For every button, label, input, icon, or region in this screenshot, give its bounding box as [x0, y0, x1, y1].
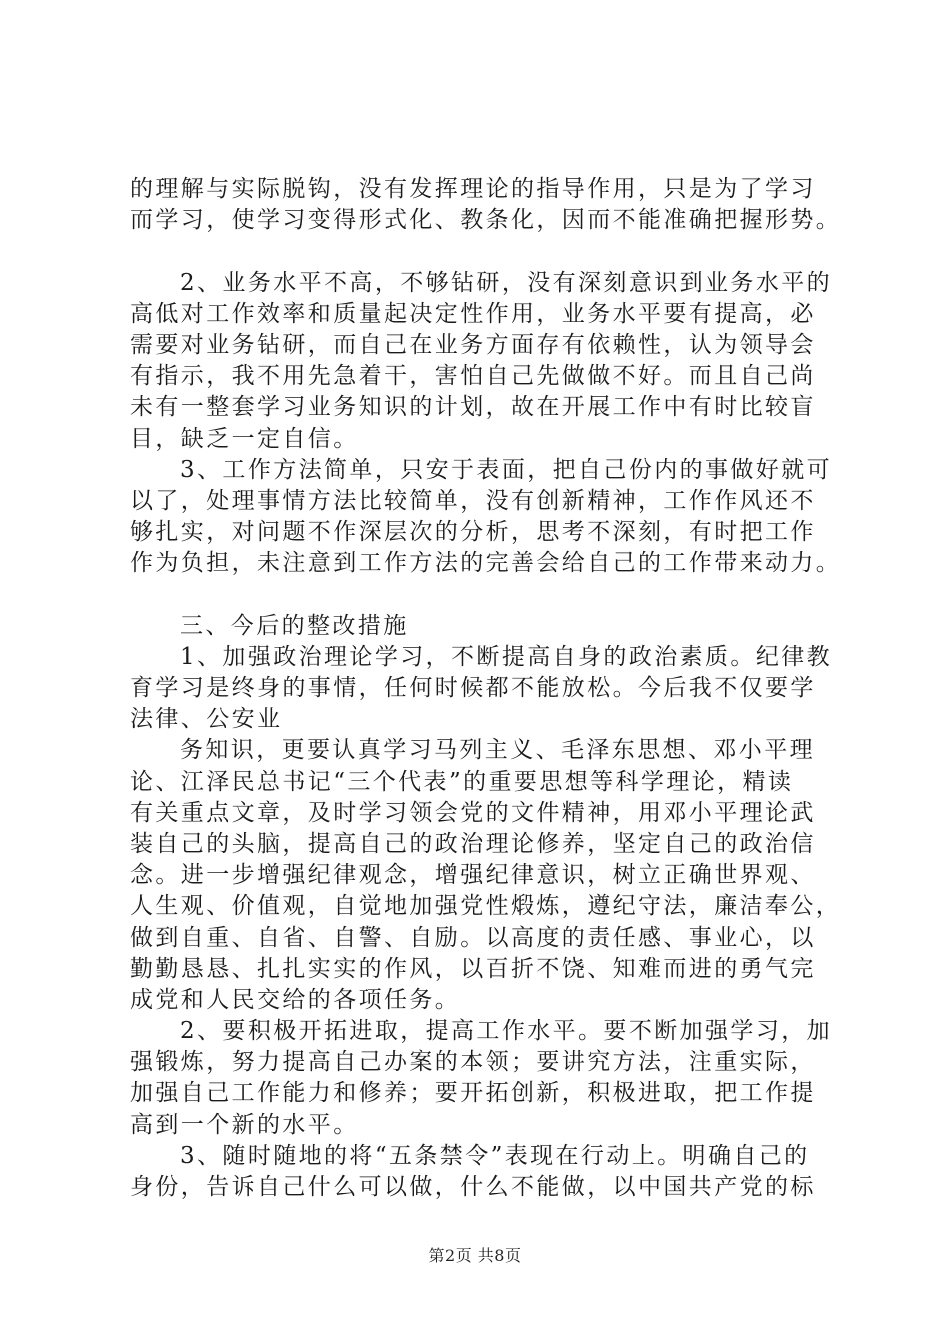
text-line: 务知识，更要认真学习马列主义、毛泽东思想、邓小平理 — [180, 737, 815, 764]
text-line: 法律、公安业 — [130, 706, 283, 733]
text-line: 有关重点文章，及时学习领会党的文件精神，用邓小平理论武 — [130, 799, 816, 826]
text-line: 2、要积极开拓进取，提高工作水平。要不断加强学习，加 — [180, 1018, 833, 1045]
text-line: 3、随时随地的将“五条禁令”表现在行动上。明确自己的 — [180, 1142, 810, 1169]
text-line: 目，缺乏一定自信。 — [130, 425, 359, 452]
text-line: 以了，处理事情方法比较简单，没有创新精神，工作作风还不 — [130, 487, 816, 514]
text-line: 高低对工作效率和质量起决定性作用，业务水平要有提高，必 — [130, 300, 816, 327]
document-body — [130, 174, 844, 1203]
paragraph-gap — [130, 236, 844, 267]
text-line: 作为负担，未注意到工作方法的完善会给自己的工作带来动力。 — [130, 550, 842, 577]
page-footer: 第2页 共8页 — [428, 1246, 522, 1265]
text-line: 需要对业务钻研，而自己在业务方面存有依赖性，认为领导会 — [130, 331, 816, 358]
text-line: 人生观、价值观，自觉地加强党性煅炼，遵纪守法，廉洁奉公， — [130, 893, 842, 920]
text-line: 成党和人民交给的各项任务。 — [130, 986, 461, 1013]
text-line: 2、业务水平不高，不够钻研，没有深刻意识到业务水平的 — [180, 269, 833, 296]
text-line: 做到自重、自省、自警、自励。以高度的责任感、事业心，以 — [130, 924, 816, 951]
text-line: 加强自己工作能力和修养；要开拓创新，积极进取，把工作提 — [130, 1080, 816, 1107]
text-line: 有指示，我不用先急着干，害怕自己先做做不好。而且自己尚 — [130, 363, 816, 390]
text-line: 1、加强政治理论学习，不断提高自身的政治素质。纪律教 — [180, 643, 833, 670]
text-line: 育学习是终身的事情，任何时候都不能放松。今后我不仅要学 — [130, 675, 816, 701]
text-line: 未有一整套学习业务知识的计划，故在开展工作中有时比较盲 — [130, 394, 816, 421]
text-line: 强锻炼，努力提高自己办案的本领；要讲究方法，注重实际， — [130, 1049, 816, 1076]
paragraph-gap — [130, 579, 844, 610]
text-line: 3、工作方法简单，只安于表面，把自己份内的事做好就可 — [180, 456, 833, 483]
text-line: 论、江泽民总书记“三个代表”的重要思想等科学理论，精读 — [130, 768, 794, 795]
text-line: 勤勤恳恳、扎扎实实的作风，以百折不饶、知难而进的勇气完 — [130, 955, 816, 982]
text-line: 念。进一步增强纪律观念，增强纪律意识，树立正确世界观、 — [130, 862, 816, 889]
text-line: 的理解与实际脱钩，没有发挥理论的指导作用，只是为了学习 — [130, 176, 816, 202]
text-line: 三、今后的整改措施 — [180, 612, 409, 639]
text-line: 够扎实，对问题不作深层次的分析，思考不深刻，有时把工作 — [130, 519, 816, 546]
text-line: 高到一个新的水平。 — [130, 1111, 359, 1138]
text-line: 身份，告诉自己什么可以做，什么不能做，以中国共产党的标 — [130, 1174, 816, 1200]
text-line: 装自己的头脑，提高自己的政治理论修养，坚定自己的政治信 — [130, 830, 816, 857]
text-line: 而学习，使学习变得形式化、教条化，因而不能准确把握形势。 — [130, 207, 842, 234]
